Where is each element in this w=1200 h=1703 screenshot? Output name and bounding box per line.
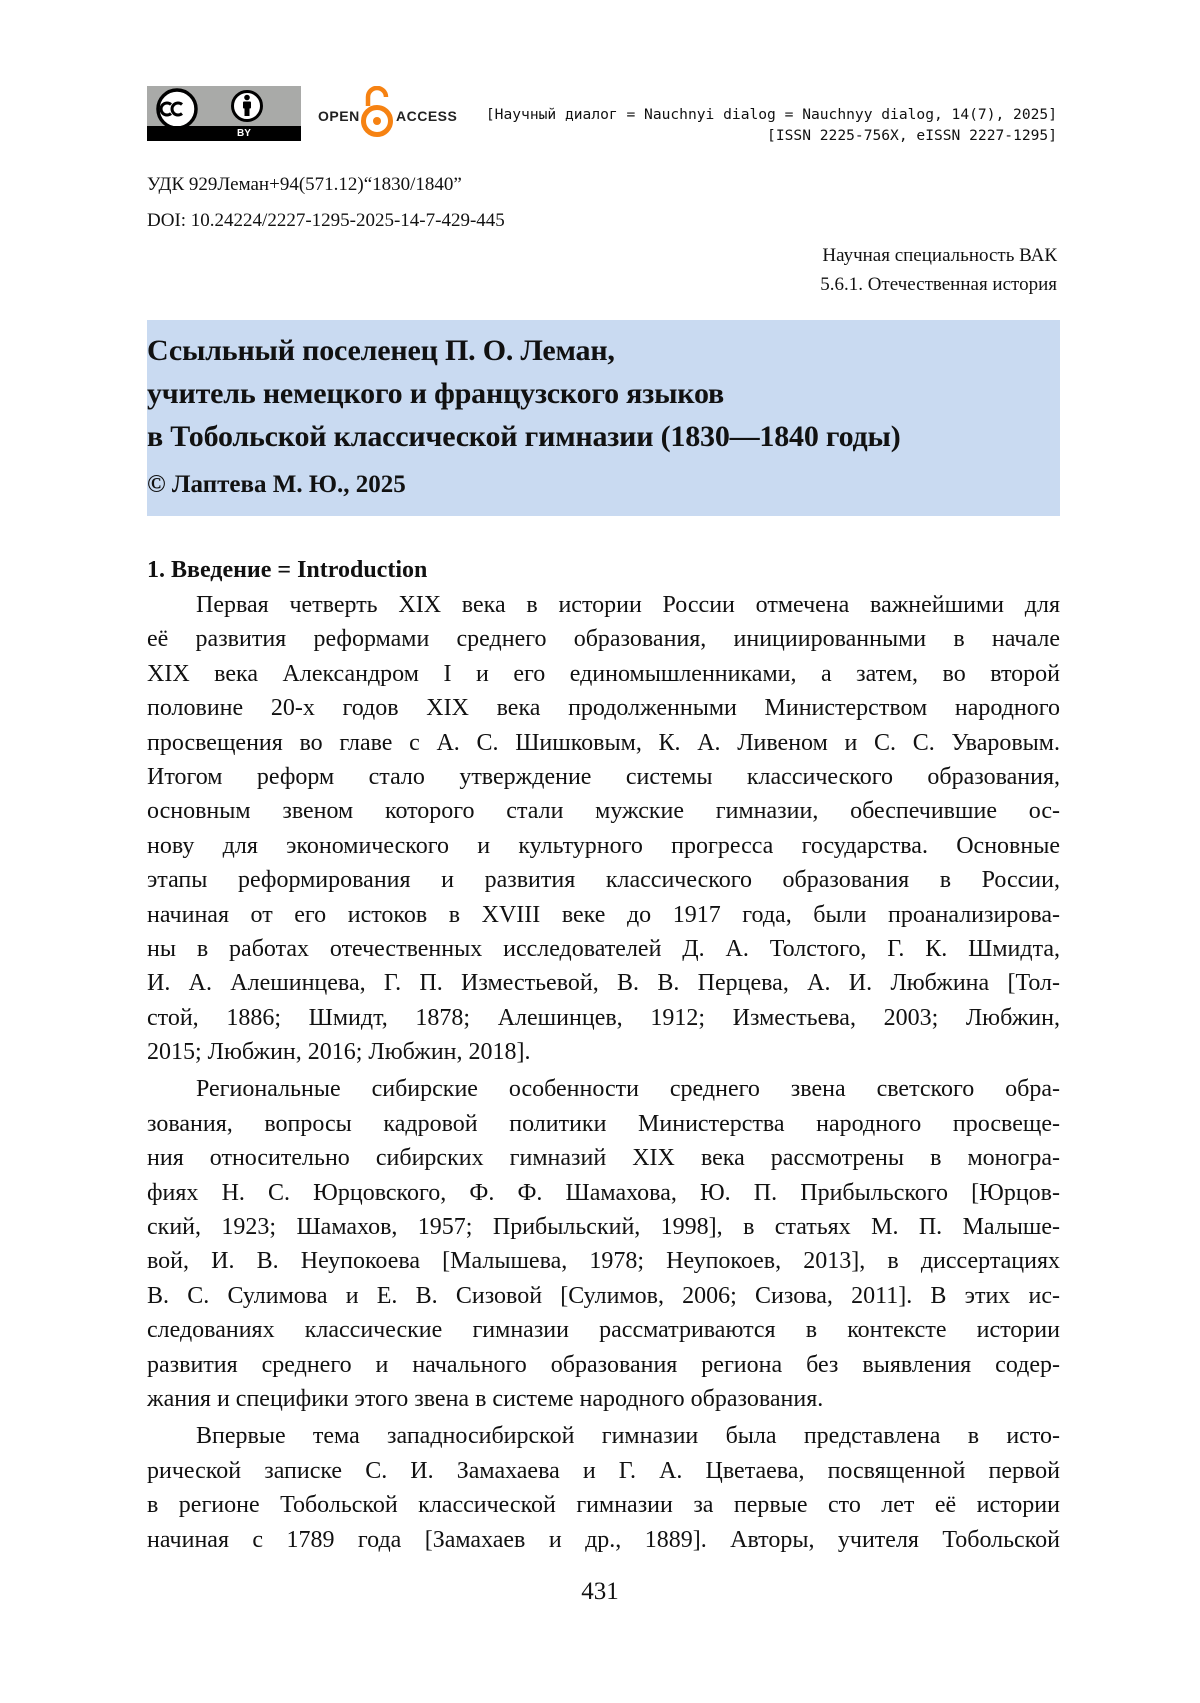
article-title-line: Ссыльный поселенец П. О. Леман,	[147, 334, 615, 367]
text-line: стой, 1886; Шмидт, 1878; Алешинцев, 1912; Изместьева, 2003; Любжин,	[147, 1004, 1060, 1031]
text-line: нову для экономического и культурного прогресса государства. Основные	[147, 832, 1060, 859]
text-line: фиях Н. С. Юрцовского, Ф. Ф. Шамахова, Ю. П. Прибыльского [Юрцов-	[147, 1179, 1060, 1206]
title-block	[147, 320, 1060, 516]
article-title-line: учитель немецкого и французского языков	[147, 377, 725, 410]
paragraph	[147, 588, 1060, 1069]
article-author: © Лаптева М. Ю., 2025	[147, 471, 406, 498]
udk-code: УДК 929Леман+94(571.12)“1830/1840”	[147, 174, 462, 195]
text-line: Итогом реформ стало утверждение системы классического образования,	[147, 763, 1060, 790]
text-line: Первая четверть XIX века в истории России отмечена важнейшими для	[196, 592, 1060, 618]
text-line: вой, И. В. Неупокоева [Малышева, 1978; Неупокоев, 2013], в диссертациях	[147, 1248, 1060, 1275]
page-number: 431	[581, 1578, 619, 1605]
text-line: жания и специфики этого звена в системе народного образования.	[147, 1385, 824, 1412]
text-line: развития среднего и начального образования региона без выявления содер-	[147, 1351, 1060, 1378]
text-line: рической записке С. И. Замахаева и Г. А. Цветаева, посвященной первой	[147, 1457, 1060, 1484]
text-line: Региональные сибирские особенности среднего звена светского обра-	[196, 1076, 1060, 1103]
open-access-right-text: ACCESS	[396, 108, 458, 124]
doi-link[interactable]: DOI: 10.24224/2227-1295-2025-14-7-429-445	[147, 210, 505, 231]
article-title	[147, 329, 901, 458]
paragraph	[147, 1419, 1060, 1557]
journal-issn-line: [ISSN 2225-756X, eISSN 2227-1295]	[767, 127, 1057, 144]
vak-specialty-label: Научная специальность ВАК	[822, 245, 1057, 266]
cc-by-license-badge[interactable]	[147, 86, 301, 141]
text-line: Впервые тема западносибирской гимназии была представлена в исто-	[196, 1423, 1060, 1450]
text-line: И. А. Алешинцева, Г. П. Изместьевой, В. В. Перцева, А. И. Любжина [Тол-	[147, 970, 1060, 997]
text-line: её развития реформами среднего образования, инициированными в начале	[147, 626, 1060, 653]
article-title-line: в Тобольской классической гимназии (1830—1840 годы)	[147, 420, 901, 453]
paragraph	[147, 1072, 1060, 1416]
text-line: основным звеном которого стали мужские гимназии, обеспечившие ос-	[147, 798, 1060, 825]
text-line: ский, 1923; Шамахов, 1957; Прибыльский, 1998], в статьях М. П. Малыше-	[147, 1214, 1060, 1241]
text-line: ния относительно сибирских гимназий XIX века рассмотрены в моногра-	[147, 1145, 1060, 1172]
text-line: В. С. Сулимова и Е. В. Сизовой [Сулимов, 2006; Сизова, 2011]. В этих ис-	[147, 1282, 1060, 1309]
text-line: начиная от его истоков в XVIII веке до 1917 года, были проанализирова-	[147, 901, 1060, 928]
text-line: начиная с 1789 года [Замахаев и др., 1889]. Авторы, учителя Тобольской	[147, 1526, 1060, 1553]
section-heading: 1. Введение = Introduction	[147, 557, 428, 583]
cc-by-label: BY	[237, 128, 251, 139]
open-access-logo[interactable]	[318, 86, 458, 140]
vak-specialty-value: 5.6.1. Отечественная история	[820, 274, 1057, 295]
text-line: ны в работах отечественных исследователей Д. А. Толстого, Г. К. Шмидта,	[147, 935, 1060, 962]
text-line: просвещения во главе с А. С. Шишковым, К. А. Ливеном и С. С. Уваровым.	[147, 729, 1060, 756]
text-line: 2015; Любжин, 2016; Любжин, 2018].	[147, 1039, 531, 1066]
text-line: следованиях классические гимназии рассматриваются в контексте истории	[147, 1317, 1060, 1344]
text-line: зования, вопросы кадровой политики Министерства народного просвеще-	[147, 1110, 1060, 1137]
text-line: в регионе Тобольской классической гимназии за первые сто лет её истории	[147, 1492, 1060, 1519]
article-body	[147, 588, 1060, 1557]
text-line: XIX века Александром I и его единомышленниками, а затем, во второй	[147, 660, 1060, 687]
vak-specialty	[820, 241, 1057, 299]
journal-citation	[486, 104, 1057, 146]
journal-citation-line: [Научный диалог = Nauchnyi dialog = Nauchnyy dialog, 14(7), 2025]	[485, 106, 1057, 123]
text-line: этапы реформирования и развития классического образования в России,	[147, 867, 1060, 894]
open-access-left-text: OPEN	[318, 108, 360, 124]
text-line: половине 20-х годов XIX века продолженными Министерством народного	[147, 695, 1060, 722]
open-lock-icon	[360, 86, 394, 138]
